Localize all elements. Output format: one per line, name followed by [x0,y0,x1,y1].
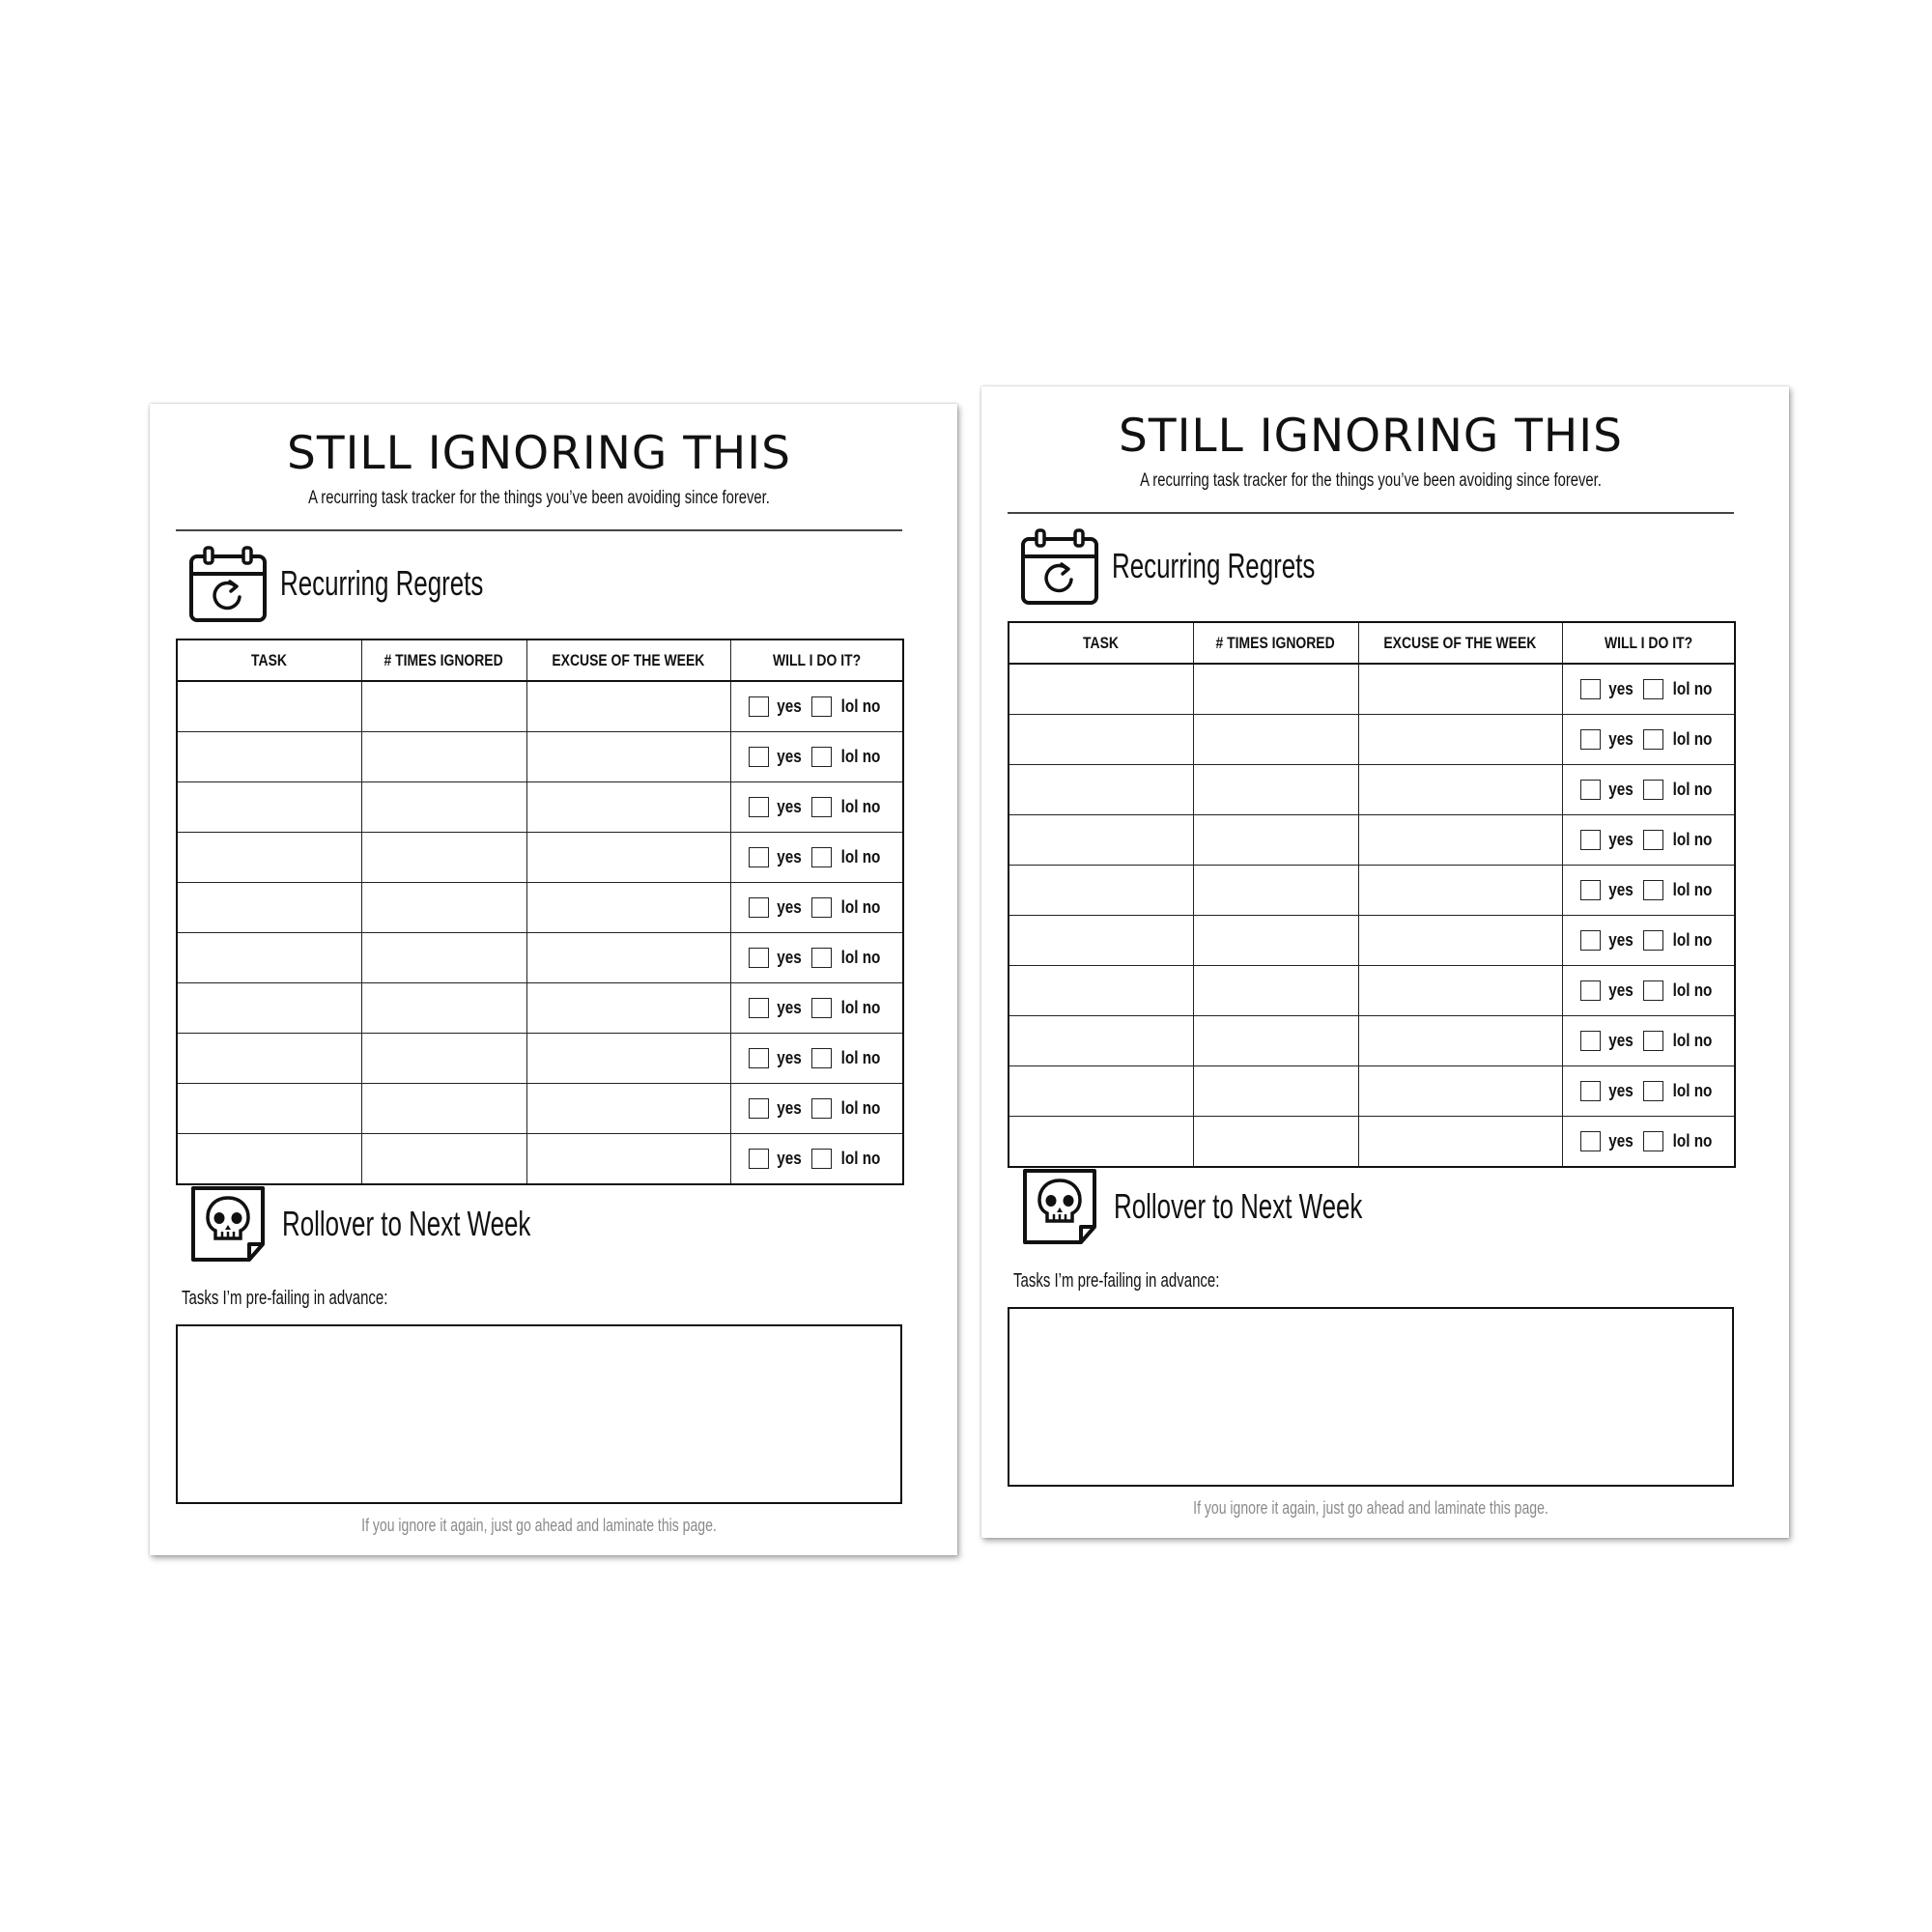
skull-note-icon [1021,1167,1100,1246]
yes-label: yes [1608,880,1634,899]
lol-no-checkbox[interactable] [811,847,832,867]
task-cell[interactable] [177,1134,361,1185]
will-i-do-it-cell [730,883,903,933]
task-cell[interactable] [1009,765,1193,815]
task-cell[interactable] [1009,715,1193,765]
task-cell[interactable] [177,833,361,883]
lol-no-checkbox[interactable] [1643,729,1663,750]
tracker-rows [177,681,903,1184]
will-i-do-it-cell [1562,1117,1735,1168]
table-row [1009,866,1735,916]
task-cell[interactable] [177,883,361,933]
yes-checkbox[interactable] [1580,880,1601,900]
task-cell[interactable] [1009,1117,1193,1168]
lol-no-label: lol no [1672,1081,1713,1100]
lol-no-checkbox[interactable] [811,998,832,1018]
task-cell[interactable] [177,782,361,833]
yes-label: yes [1608,1131,1634,1151]
yes-label: yes [1608,1081,1634,1100]
yes-checkbox[interactable] [1580,679,1601,699]
yes-checkbox[interactable] [1580,1131,1601,1151]
worksheet-content [176,404,902,1555]
excuse-cell[interactable] [1358,664,1562,715]
task-cell[interactable] [177,1084,361,1134]
task-cell[interactable] [1009,866,1193,916]
yes-no-options [1563,980,1735,1001]
will-i-do-it-cell [730,681,903,732]
yes-no-options [1563,1031,1735,1051]
table-row [1009,715,1735,765]
table-row [1009,1066,1735,1117]
table-header-row [177,639,903,681]
section-title-rollover: Rollover to Next Week [282,1204,531,1243]
yes-no-options [1563,880,1735,900]
excuse-cell[interactable] [526,681,730,732]
will-i-do-it-cell [1562,1066,1735,1117]
yes-no-options [731,1048,903,1068]
task-cell[interactable] [177,681,361,732]
yes-no-options [1563,780,1735,800]
lol-no-label: lol no [1672,1031,1713,1050]
yes-no-options [731,797,903,817]
lol-no-label: lol no [1672,679,1713,698]
will-i-do-it-cell [730,983,903,1034]
yes-checkbox[interactable] [749,998,769,1018]
yes-checkbox[interactable] [749,1098,769,1119]
table-row [1009,916,1735,966]
times-ignored-cell[interactable] [1193,1016,1358,1066]
will-i-do-it-cell [1562,1016,1735,1066]
task-cell[interactable] [1009,1066,1193,1117]
times-ignored-cell[interactable] [361,1134,526,1185]
rollover-prompt: Tasks I’m pre-failing in advance: [182,1288,388,1309]
will-i-do-it-cell [1562,765,1735,815]
column-header-times-ignored: # TIMES IGNORED [1193,622,1358,664]
worksheet-page-left [150,404,957,1555]
lol-no-checkbox[interactable] [811,1048,832,1068]
column-header-will-i-do-it: WILL I DO IT? [730,639,903,681]
page-title: STILL IGNORING THIS [287,427,791,480]
lol-no-checkbox[interactable] [1643,930,1663,951]
title-divider [1008,512,1734,514]
page-footer: If you ignore it again, just go ahead and laminate this page. [1193,1498,1548,1518]
table-row [177,1134,903,1185]
times-ignored-cell[interactable] [361,1084,526,1134]
task-cell[interactable] [177,983,361,1034]
yes-label: yes [777,747,803,766]
will-i-do-it-cell [730,833,903,883]
yes-label: yes [777,847,803,867]
will-i-do-it-cell [1562,664,1735,715]
will-i-do-it-cell [730,1134,903,1185]
lol-no-label: lol no [1672,830,1713,849]
will-i-do-it-cell [1562,966,1735,1016]
excuse-cell[interactable] [1358,1117,1562,1168]
lol-no-checkbox[interactable] [811,897,832,918]
task-cell[interactable] [1009,815,1193,866]
yes-no-options [1563,1081,1735,1101]
times-ignored-cell[interactable] [361,833,526,883]
times-ignored-cell[interactable] [1193,1117,1358,1168]
lol-no-checkbox[interactable] [1643,679,1663,699]
times-ignored-cell[interactable] [361,983,526,1034]
times-ignored-cell[interactable] [361,782,526,833]
times-ignored-cell[interactable] [361,1034,526,1084]
excuse-cell[interactable] [526,833,730,883]
column-header-task: TASK [1009,622,1193,664]
yes-checkbox[interactable] [1580,980,1601,1001]
lol-no-checkbox[interactable] [1643,1031,1663,1051]
lol-no-label: lol no [1672,930,1713,950]
lol-no-checkbox[interactable] [811,1149,832,1169]
lol-no-label: lol no [840,1149,881,1168]
column-header-excuse: EXCUSE OF THE WEEK [1358,622,1562,664]
yes-label: yes [777,696,803,716]
lol-no-checkbox[interactable] [1643,980,1663,1001]
table-row [177,732,903,782]
times-ignored-cell[interactable] [361,732,526,782]
title-divider [176,529,902,531]
times-ignored-cell[interactable] [361,681,526,732]
yes-label: yes [777,1149,803,1168]
yes-no-options [1563,679,1735,699]
yes-checkbox[interactable] [749,948,769,968]
yes-label: yes [777,948,803,967]
yes-label: yes [1608,729,1634,749]
lol-no-checkbox[interactable] [1643,830,1663,850]
will-i-do-it-cell [1562,916,1735,966]
table-row [1009,966,1735,1016]
yes-checkbox[interactable] [749,897,769,918]
yes-no-options [731,948,903,968]
page-title: STILL IGNORING THIS [1119,410,1623,463]
table-row [177,983,903,1034]
excuse-cell[interactable] [1358,966,1562,1016]
rollover-notes-box[interactable] [1008,1307,1734,1487]
lol-no-label: lol no [840,998,881,1017]
lol-no-label: lol no [840,1098,881,1118]
yes-checkbox[interactable] [749,1048,769,1068]
yes-no-options [1563,830,1735,850]
rollover-notes-box[interactable] [176,1324,902,1504]
lol-no-checkbox[interactable] [811,747,832,767]
yes-label: yes [1608,1031,1634,1050]
table-row [177,1084,903,1134]
yes-no-options [1563,729,1735,750]
yes-checkbox[interactable] [1580,930,1601,951]
lol-no-checkbox[interactable] [1643,1131,1663,1151]
yes-checkbox[interactable] [749,747,769,767]
lol-no-label: lol no [840,847,881,867]
rollover-header [189,1184,627,1264]
times-ignored-cell[interactable] [1193,966,1358,1016]
yes-no-options [731,998,903,1018]
column-header-will-i-do-it: WILL I DO IT? [1562,622,1735,664]
page-footer: If you ignore it again, just go ahead and laminate this page. [361,1516,717,1535]
table-row [1009,815,1735,866]
excuse-cell[interactable] [526,1134,730,1185]
lol-no-label: lol no [840,948,881,967]
task-cell[interactable] [177,732,361,782]
excuse-cell[interactable] [526,983,730,1034]
yes-label: yes [777,1048,803,1067]
lol-no-label: lol no [1672,980,1713,1000]
lol-no-label: lol no [1672,1131,1713,1151]
excuse-cell[interactable] [1358,815,1562,866]
column-header-task: TASK [177,639,361,681]
times-ignored-cell[interactable] [1193,664,1358,715]
lol-no-label: lol no [1672,729,1713,749]
task-tracker-table [1008,621,1736,1168]
task-cell[interactable] [1009,664,1193,715]
table-header-row [1009,622,1735,664]
excuse-cell[interactable] [1358,715,1562,765]
yes-label: yes [1608,930,1634,950]
recurring-regrets-header [1021,527,1394,605]
section-title-regrets: Recurring Regrets [1112,546,1316,585]
table-row [177,1034,903,1084]
times-ignored-cell[interactable] [361,883,526,933]
excuse-cell[interactable] [1358,916,1562,966]
lol-no-label: lol no [840,897,881,917]
yes-checkbox[interactable] [749,847,769,867]
yes-checkbox[interactable] [749,797,769,817]
will-i-do-it-cell [1562,815,1735,866]
skull-note-icon [189,1184,269,1264]
times-ignored-cell[interactable] [1193,765,1358,815]
calendar-refresh-icon [189,545,267,622]
task-cell[interactable] [177,933,361,983]
yes-label: yes [777,897,803,917]
task-tracker-table [176,639,904,1185]
excuse-cell[interactable] [1358,866,1562,916]
lol-no-label: lol no [840,747,881,766]
times-ignored-cell[interactable] [1193,715,1358,765]
lol-no-checkbox[interactable] [1643,1081,1663,1101]
yes-checkbox[interactable] [749,1149,769,1169]
excuse-cell[interactable] [526,883,730,933]
excuse-cell[interactable] [1358,1016,1562,1066]
excuse-cell[interactable] [1358,765,1562,815]
times-ignored-cell[interactable] [1193,815,1358,866]
excuse-cell[interactable] [526,782,730,833]
table-row [1009,664,1735,715]
rollover-prompt: Tasks I’m pre-failing in advance: [1013,1270,1220,1292]
lol-no-label: lol no [1672,780,1713,799]
section-title-regrets: Recurring Regrets [280,563,484,603]
yes-label: yes [777,998,803,1017]
will-i-do-it-cell [730,1084,903,1134]
lol-no-checkbox[interactable] [811,948,832,968]
recurring-regrets-header [189,545,562,622]
yes-no-options [731,747,903,767]
times-ignored-cell[interactable] [361,933,526,983]
yes-label: yes [1608,830,1634,849]
tracker-rows [1009,664,1735,1167]
excuse-cell[interactable] [526,933,730,983]
will-i-do-it-cell [1562,715,1735,765]
worksheet-page-right [981,386,1789,1538]
will-i-do-it-cell [730,732,903,782]
excuse-cell[interactable] [526,732,730,782]
lol-no-checkbox[interactable] [1643,880,1663,900]
page-subtitle: A recurring task tracker for the things you’ve been avoiding since forever. [1140,470,1602,491]
will-i-do-it-cell [730,1034,903,1084]
times-ignored-cell[interactable] [1193,916,1358,966]
table-row [177,681,903,732]
yes-checkbox[interactable] [1580,1031,1601,1051]
excuse-cell[interactable] [526,1084,730,1134]
lol-no-label: lol no [840,797,881,816]
table-row [1009,765,1735,815]
yes-label: yes [1608,980,1634,1000]
column-header-excuse: EXCUSE OF THE WEEK [526,639,730,681]
table-row [1009,1016,1735,1066]
excuse-cell[interactable] [526,1034,730,1084]
lol-no-checkbox[interactable] [811,797,832,817]
task-cell[interactable] [1009,1016,1193,1066]
yes-checkbox[interactable] [1580,729,1601,750]
will-i-do-it-cell [1562,866,1735,916]
yes-checkbox[interactable] [1580,780,1601,800]
yes-checkbox[interactable] [749,696,769,717]
table-row [177,782,903,833]
yes-no-options [731,1149,903,1169]
yes-no-options [1563,1131,1735,1151]
yes-no-options [731,1098,903,1119]
table-row [177,833,903,883]
task-cell[interactable] [177,1034,361,1084]
task-cell[interactable] [1009,916,1193,966]
yes-no-options [731,847,903,867]
lol-no-checkbox[interactable] [1643,780,1663,800]
table-row [1009,1117,1735,1168]
times-ignored-cell[interactable] [1193,1066,1358,1117]
lol-no-checkbox[interactable] [811,1098,832,1119]
times-ignored-cell[interactable] [1193,866,1358,916]
yes-checkbox[interactable] [1580,1081,1601,1101]
yes-no-options [731,696,903,717]
yes-label: yes [777,797,803,816]
rollover-header [1021,1167,1459,1246]
lol-no-label: lol no [840,1048,881,1067]
will-i-do-it-cell [730,933,903,983]
yes-no-options [731,897,903,918]
will-i-do-it-cell [730,782,903,833]
yes-label: yes [777,1098,803,1118]
page-subtitle: A recurring task tracker for the things you’ve been avoiding since forever. [308,488,770,508]
yes-label: yes [1608,780,1634,799]
worksheet-content [1008,386,1734,1538]
yes-checkbox[interactable] [1580,830,1601,850]
table-row [177,883,903,933]
calendar-refresh-icon [1021,527,1098,605]
lol-no-label: lol no [840,696,881,716]
yes-no-options [1563,930,1735,951]
table-row [177,933,903,983]
column-header-times-ignored: # TIMES IGNORED [361,639,526,681]
excuse-cell[interactable] [1358,1066,1562,1117]
lol-no-label: lol no [1672,880,1713,899]
task-cell[interactable] [1009,966,1193,1016]
section-title-rollover: Rollover to Next Week [1114,1186,1363,1226]
yes-label: yes [1608,679,1634,698]
lol-no-checkbox[interactable] [811,696,832,717]
